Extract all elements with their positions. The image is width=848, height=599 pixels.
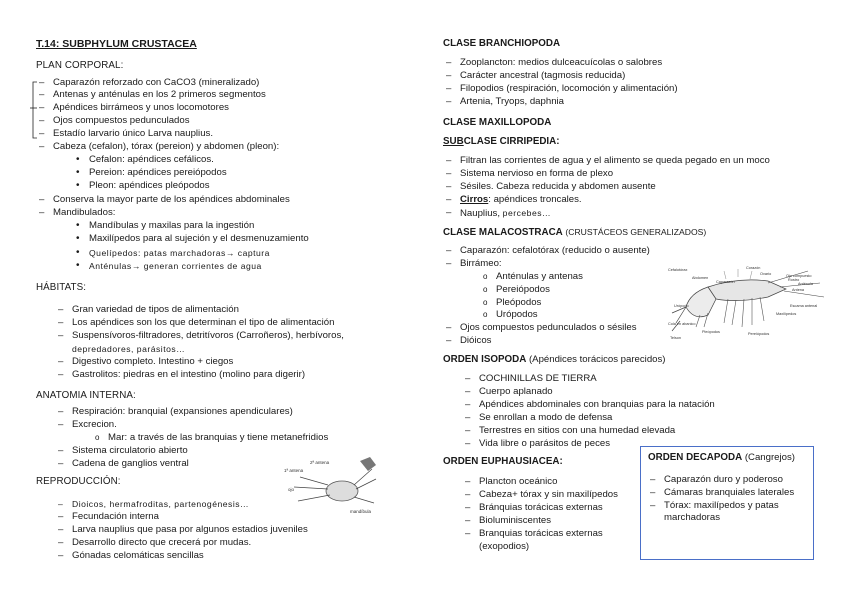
- list-item: – Digestivo completo. Intestino + ciegos: [72, 356, 233, 368]
- list-item: – Dioicos, hermafroditas, partenogénesis…: [72, 498, 249, 510]
- list-item: • Cefalon: apéndices cefálicos.: [89, 154, 214, 166]
- page-title: T.14: SUBPHYLUM CRUSTACEA: [36, 38, 197, 50]
- list-item: – Cuerpo aplanado: [479, 386, 553, 398]
- list-item: – Suspensívoros-filtradores, detritívoros (Carroñeros), herbívoros,: [72, 330, 344, 342]
- shrimp-label: Corazón: [746, 266, 761, 270]
- list-item: – Ojos compuestos pedunculados o sésiles: [460, 322, 637, 334]
- list-item: – COCHINILLAS DE TIERRA: [479, 373, 597, 385]
- reproduccion-heading: REPRODUCCIÓN:: [36, 476, 121, 487]
- shrimp-label: Pereiópodos: [748, 332, 770, 336]
- nauplius-diagram: [280, 455, 380, 519]
- list-item: – Cadena de ganglios ventral: [72, 458, 189, 470]
- list-item: – Filtran las corrientes de agua y el alimento se queda pegado en un moco: [460, 155, 770, 167]
- nauplius-label: 2ª antena: [310, 460, 330, 465]
- list-item: – Apéndices abdominales con branquias para la natación: [479, 399, 715, 411]
- list-item: – Plancton oceánico: [479, 476, 557, 488]
- list-item: – Gónadas celomáticas sencillas: [72, 550, 204, 562]
- list-item: o Pleópodos: [496, 297, 541, 309]
- list-item: – Larva nauplius que pasa por algunos estadios juveniles: [72, 524, 308, 536]
- list-item: – Sésiles. Cabeza reducida y abdomen ausente: [460, 181, 656, 193]
- shrimp-label: Telson: [670, 336, 681, 340]
- isopoda-heading: ORDEN ISOPODA (Apéndices torácicos parecidos): [443, 354, 666, 365]
- list-item: – Bránquias torácicas externas: [479, 502, 603, 514]
- list-item: • Maxilípedos para al sujeción y el desmenuzamiento: [89, 233, 309, 245]
- list-item: – Excrecion.: [72, 419, 117, 431]
- list-item: – Dióicos: [460, 335, 491, 347]
- list-item-continuation: (exopodios): [479, 541, 530, 552]
- shrimp-label: Urópodo: [674, 304, 689, 308]
- list-item: – Cámaras branquiales laterales: [664, 487, 794, 499]
- list-item: • Quelípedos: patas marchadoras→ captura: [89, 247, 270, 259]
- decapoda-heading: ORDEN DECAPODA (Cangrejos): [648, 452, 795, 463]
- shrimp-label: Rostro: [788, 278, 800, 282]
- nauplius-label: ojo: [288, 487, 295, 492]
- shrimp-label: Anténula: [798, 282, 813, 286]
- list-item: – Respiración: branquial (expansiones apendiculares): [72, 406, 293, 418]
- list-item: – Cabeza (cefalon), tórax (pereion) y abdomen (pleon):: [53, 141, 279, 153]
- shrimp-label: Escama antenal: [790, 304, 818, 308]
- malacostraca-heading: CLASE MALACOSTRACA (CRUSTÁCEOS GENERALIZADOS): [443, 227, 707, 238]
- list-item: • Anténulas→ generan corrientes de agua: [89, 260, 262, 272]
- list-item: – Sistema nervioso en forma de plexo: [460, 168, 613, 180]
- list-item: – Se enrollan a modo de defensa: [479, 412, 612, 424]
- list-item-continuation: depredadores, parásitos…: [72, 344, 186, 354]
- list-item-continuation: marchadoras: [664, 512, 720, 523]
- list-item: – Branquias torácicas externas: [479, 528, 603, 540]
- list-item: – Bioluminiscentes: [479, 515, 551, 527]
- shrimp-label: Pleópodos: [702, 330, 720, 334]
- list-item: – Sistema circulatorio abierto: [72, 445, 188, 457]
- list-item: – Estadío larvario único Larva nauplius.: [53, 128, 213, 140]
- shrimp-label: Maxilípedos: [776, 312, 797, 316]
- shrimp-label: Antena: [792, 288, 805, 292]
- list-item: • Mandíbulas y maxilas para la ingestión: [89, 220, 254, 232]
- euphausiacea-heading: ORDEN EUPHAUSIACEA:: [443, 456, 563, 467]
- branchiopoda-heading: CLASE BRANCHIOPODA: [443, 38, 561, 49]
- anatomia-heading: ANATOMIA INTERNA:: [36, 390, 136, 401]
- list-item: – Ojos compuestos pedunculados: [53, 115, 190, 127]
- list-item: • Pereion: apéndices pereiópodos: [89, 167, 227, 179]
- list-item: – Antenas y anténulas en los 2 primeros segmentos: [53, 89, 266, 101]
- list-item: o Pereiópodos: [496, 284, 550, 296]
- list-item: – Fecundación interna: [72, 511, 159, 523]
- list-item: • Pleon: apéndices pleópodos: [89, 180, 210, 192]
- list-item: – Conserva la mayor parte de los apéndices abdominales: [53, 194, 290, 206]
- list-item: – Los apéndices son los que determinan el tipo de alimentación: [72, 317, 334, 329]
- list-item: – Caparazón reforzado con CaCO3 (mineralizado): [53, 77, 259, 89]
- list-item: – Terrestres en sitios con una humedad elevada: [479, 425, 675, 437]
- nauplius-label: 1ª antena: [284, 468, 304, 473]
- list-item: – Birrámeo:: [460, 258, 502, 270]
- list-item: – Carácter ancestral (tagmosis reducida): [460, 70, 625, 82]
- shrimp-anatomy-diagram: [668, 263, 828, 341]
- list-item: – Cabeza+ tórax y sin maxilípedos: [479, 489, 618, 501]
- maxillopoda-heading: CLASE MAXILLOPODA: [443, 117, 552, 128]
- list-item: – Vida libre o parásitos de peces: [479, 438, 610, 450]
- list-item: – Zooplancton: medios dulceacuícolas o salobres: [460, 57, 662, 69]
- list-item: o Mar: a través de las branquias y tiene metanefridios: [108, 432, 328, 444]
- list-item: – Cirros: apéndices troncales.: [460, 194, 582, 206]
- shrimp-label: Cola en abanico: [668, 322, 696, 326]
- list-item: o Urópodos: [496, 309, 538, 321]
- nauplius-label: mandíbula: [350, 509, 372, 514]
- shrimp-label: Abdomen: [692, 276, 709, 280]
- shrimp-label: Ojo compuesto: [786, 274, 812, 278]
- list-item: – Caparazón: cefalotórax (reducido o ausente): [460, 245, 650, 257]
- list-item: – Apéndices birrámeos y unos locomotores: [53, 102, 229, 114]
- list-item: o Anténulas y antenas: [496, 271, 583, 283]
- list-item: – Gran variedad de tipos de alimentación: [72, 304, 239, 316]
- list-item: – Gastrolitos: piedras en el intestino (molino para digerir): [72, 369, 305, 381]
- shrimp-label: Caparazón: [716, 280, 735, 284]
- cirripedia-heading: SUBCLASE CIRRIPEDIA:: [443, 136, 560, 147]
- list-item: – Filopodios (respiración, locomoción y alimentación): [460, 83, 678, 95]
- list-item: – Nauplius, percebes…: [460, 207, 551, 220]
- list-item: – Caparazón duro y poderoso: [664, 474, 783, 486]
- plan-heading: PLAN CORPORAL:: [36, 60, 124, 71]
- list-item: – Tórax: maxilípedos y patas: [664, 500, 779, 512]
- shrimp-label: Ovario: [760, 272, 772, 276]
- list-item: – Mandibulados:: [53, 207, 115, 219]
- list-item: – Desarrollo directo que crecerá por mudas.: [72, 537, 251, 549]
- list-item: – Artenia, Tryops, daphnia: [460, 96, 564, 108]
- shrimp-label: Cefalotórax: [668, 268, 688, 272]
- habitats-heading: HÁBITATS:: [36, 282, 87, 293]
